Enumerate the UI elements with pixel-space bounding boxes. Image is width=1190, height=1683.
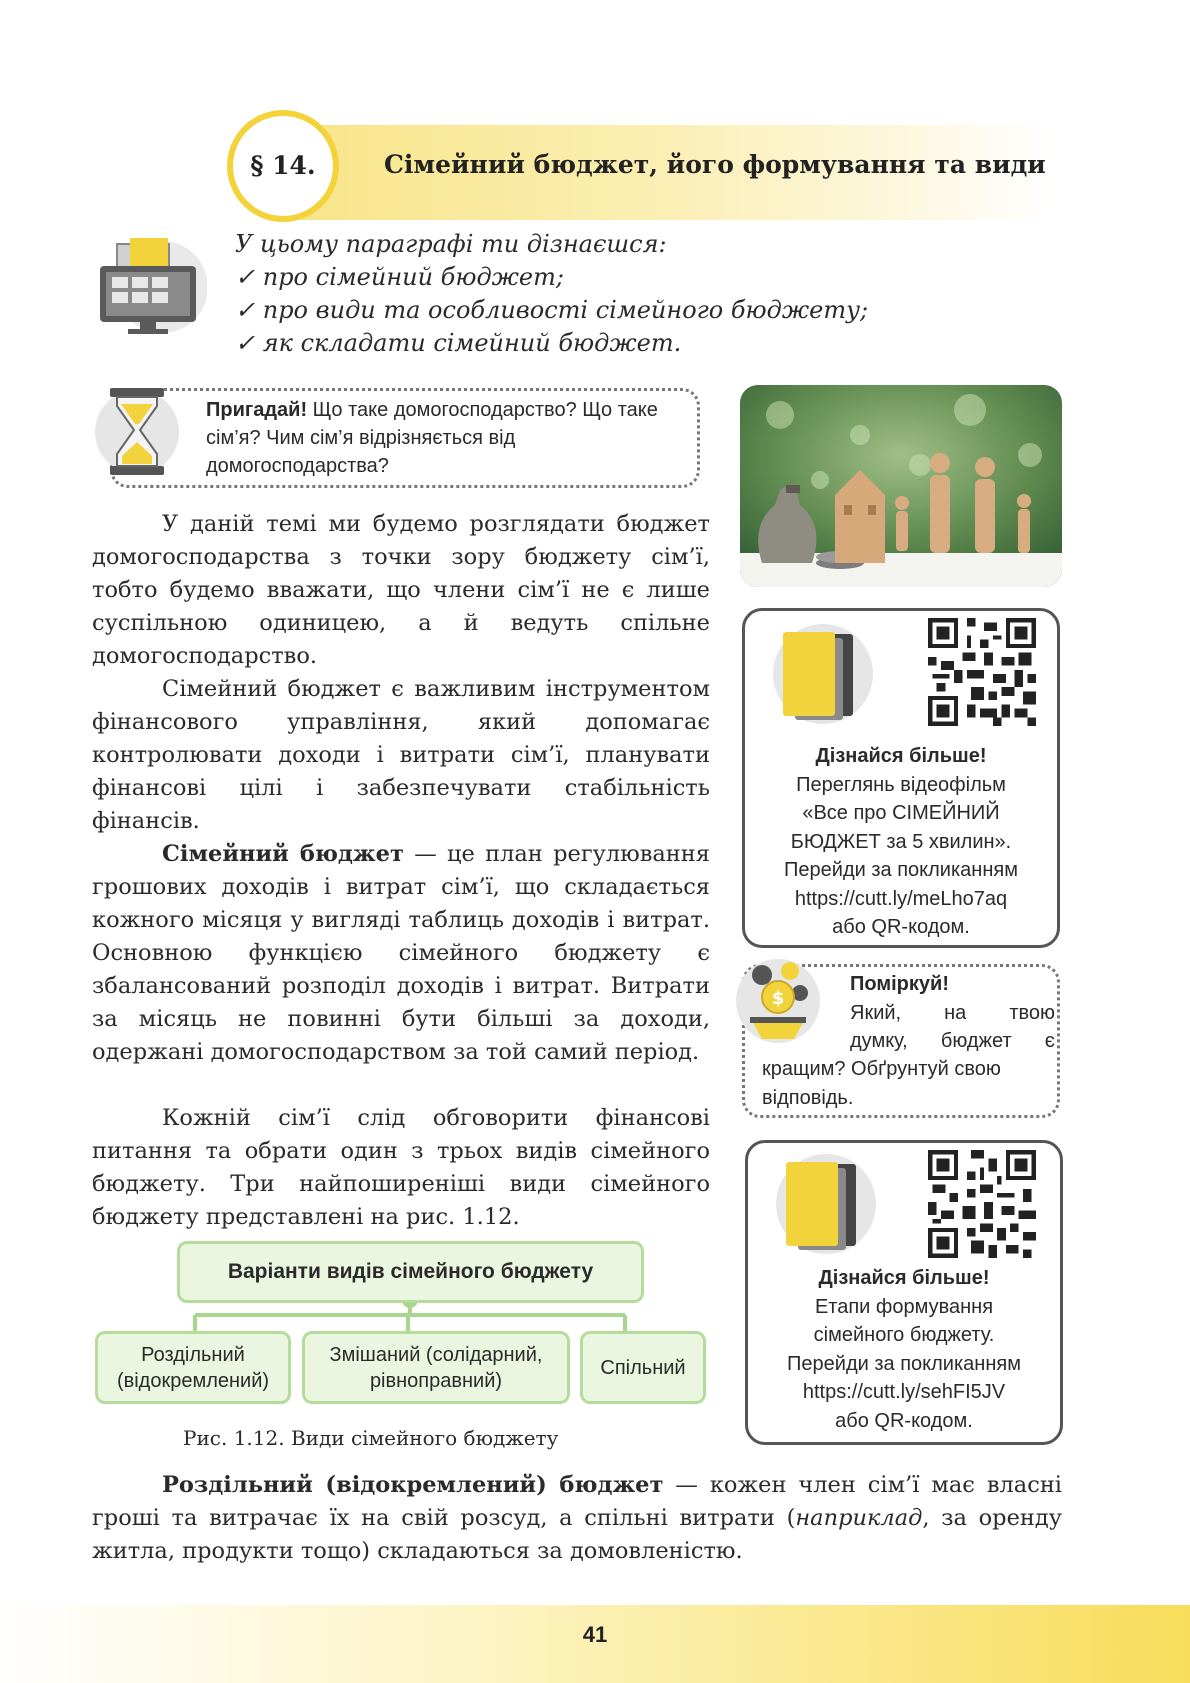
diagram-root: Варіанти видів сімейного бюджету: [177, 1241, 644, 1303]
paragraph-2: Сімейний бюджет є важливим інструментом фінансового управління, який допомагає контролювати доходи і витрати сім’ї, планувати фінансові цілі і забезпечувати стабільність фінансів.: [92, 676, 710, 834]
intro-item: ✓ про види та особливості сімейного бюджету;: [235, 296, 869, 324]
learn-more-text-1: Дізнайся більше! Переглянь відеофільм «Все про СІМЕЙНИЙ БЮДЖЕТ за 5 хвилин». Перейди за покликанням https://cutt.ly/meLho7aq або QR-кодом.: [742, 742, 1060, 942]
learn-more-link[interactable]: https://cutt.ly/meLho7aq: [794, 887, 1008, 910]
hourglass-icon: [92, 380, 182, 480]
paragraph-4: Кожній сім’ї слід обговорити фінансові питання та обрати один з трьох видів сімейного бюджету. Три найпоширеніші види сімейного бюджету представлені на рис. 1.12.: [92, 1105, 710, 1230]
diagram-node-joint: Спільний: [580, 1331, 706, 1404]
book-icon: [768, 1152, 878, 1257]
family-photo: [740, 385, 1062, 587]
term-separate-budget: Роздільний (відокремлений) бюджет: [162, 1472, 664, 1498]
learn-more-title: Дізнайся більше!: [818, 1267, 990, 1289]
remember-text: [206, 396, 694, 480]
learn-more-link[interactable]: https://cutt.ly/sehFI5JV: [802, 1381, 1006, 1403]
remember-question: Що таке домогосподарство? Що таке сім’я? Чим сім’я відрізняється від домогосподарства?: [206, 399, 658, 477]
intro-item: ✓ про сімейний бюджет;: [235, 263, 564, 291]
paragraph-3: Сімейний бюджет — це план регулювання грошових доходів і витрат сім’ї, що складається кожного місяця у вигляді таблиць доходів і витрат. Основною функцією сімейного бюджету є збалансований розподіл доходів і витрат. Витрати за місяць не повинні бути більші за доходи, одержані домогосподарством за той самий період.: [92, 841, 710, 1065]
learn-more-text-2: Дізнайся більше! Етапи формування сімейного бюджету. Перейди за покликанням https://cutt.ly/sehFI5JV або QR-кодом.: [745, 1264, 1063, 1435]
paragraph-1: У даній темі ми будемо розглядати бюджет домогосподарства з точки зору бюджету сім’ї, тобто будемо вважати, що члени сім’ї не є лише суспільною одиницею, а й ведуть спільне домогосподарство.: [92, 511, 710, 669]
qr-code-icon[interactable]: [928, 1150, 1036, 1258]
monitor-icon: [92, 232, 207, 337]
figure-caption: Рис. 1.12. Види сімейного бюджету: [183, 1426, 559, 1450]
think-text-top: Поміркуй! Який, на твою думку, бюджет є: [850, 970, 1055, 1056]
page-title: Сімейний бюджет, його формування та види: [384, 150, 1046, 179]
svg-text:$: $: [771, 988, 785, 1009]
term-family-budget: Сімейний бюджет: [162, 841, 404, 867]
learn-more-title: Дізнайся більше!: [815, 745, 987, 767]
think-text-bottom: кращим? Обґрунтуй свою відповідь.: [762, 1058, 1001, 1109]
qr-code-icon[interactable]: [928, 618, 1036, 726]
book-icon: [765, 622, 875, 727]
intro-item: ✓ як складати сімейний бюджет.: [235, 329, 682, 357]
coins-icon: [732, 955, 824, 1047]
paragraph-5: Роздільний (відокремлений) бюджет — кожен член сім’ї має власні гроші та витрачає їх на свій розсуд, а спільні витрати (наприклад, за оренду житла, продукти тощо) складаються за домовленістю.: [92, 1472, 1063, 1564]
think-title: Поміркуй!: [850, 973, 949, 995]
page-number: 41: [582, 1622, 608, 1647]
diagram-node-separate: Роздільний (відокремлений): [95, 1331, 291, 1404]
remember-label: Пригадай!: [206, 399, 308, 421]
intro-block: [235, 228, 868, 360]
section-number: § 14.: [250, 151, 316, 180]
diagram-node-mixed: Змішаний (солідарний, рівноправний): [302, 1331, 570, 1404]
intro-heading: У цьому параграфі ти дізнаєшся:: [235, 230, 667, 258]
